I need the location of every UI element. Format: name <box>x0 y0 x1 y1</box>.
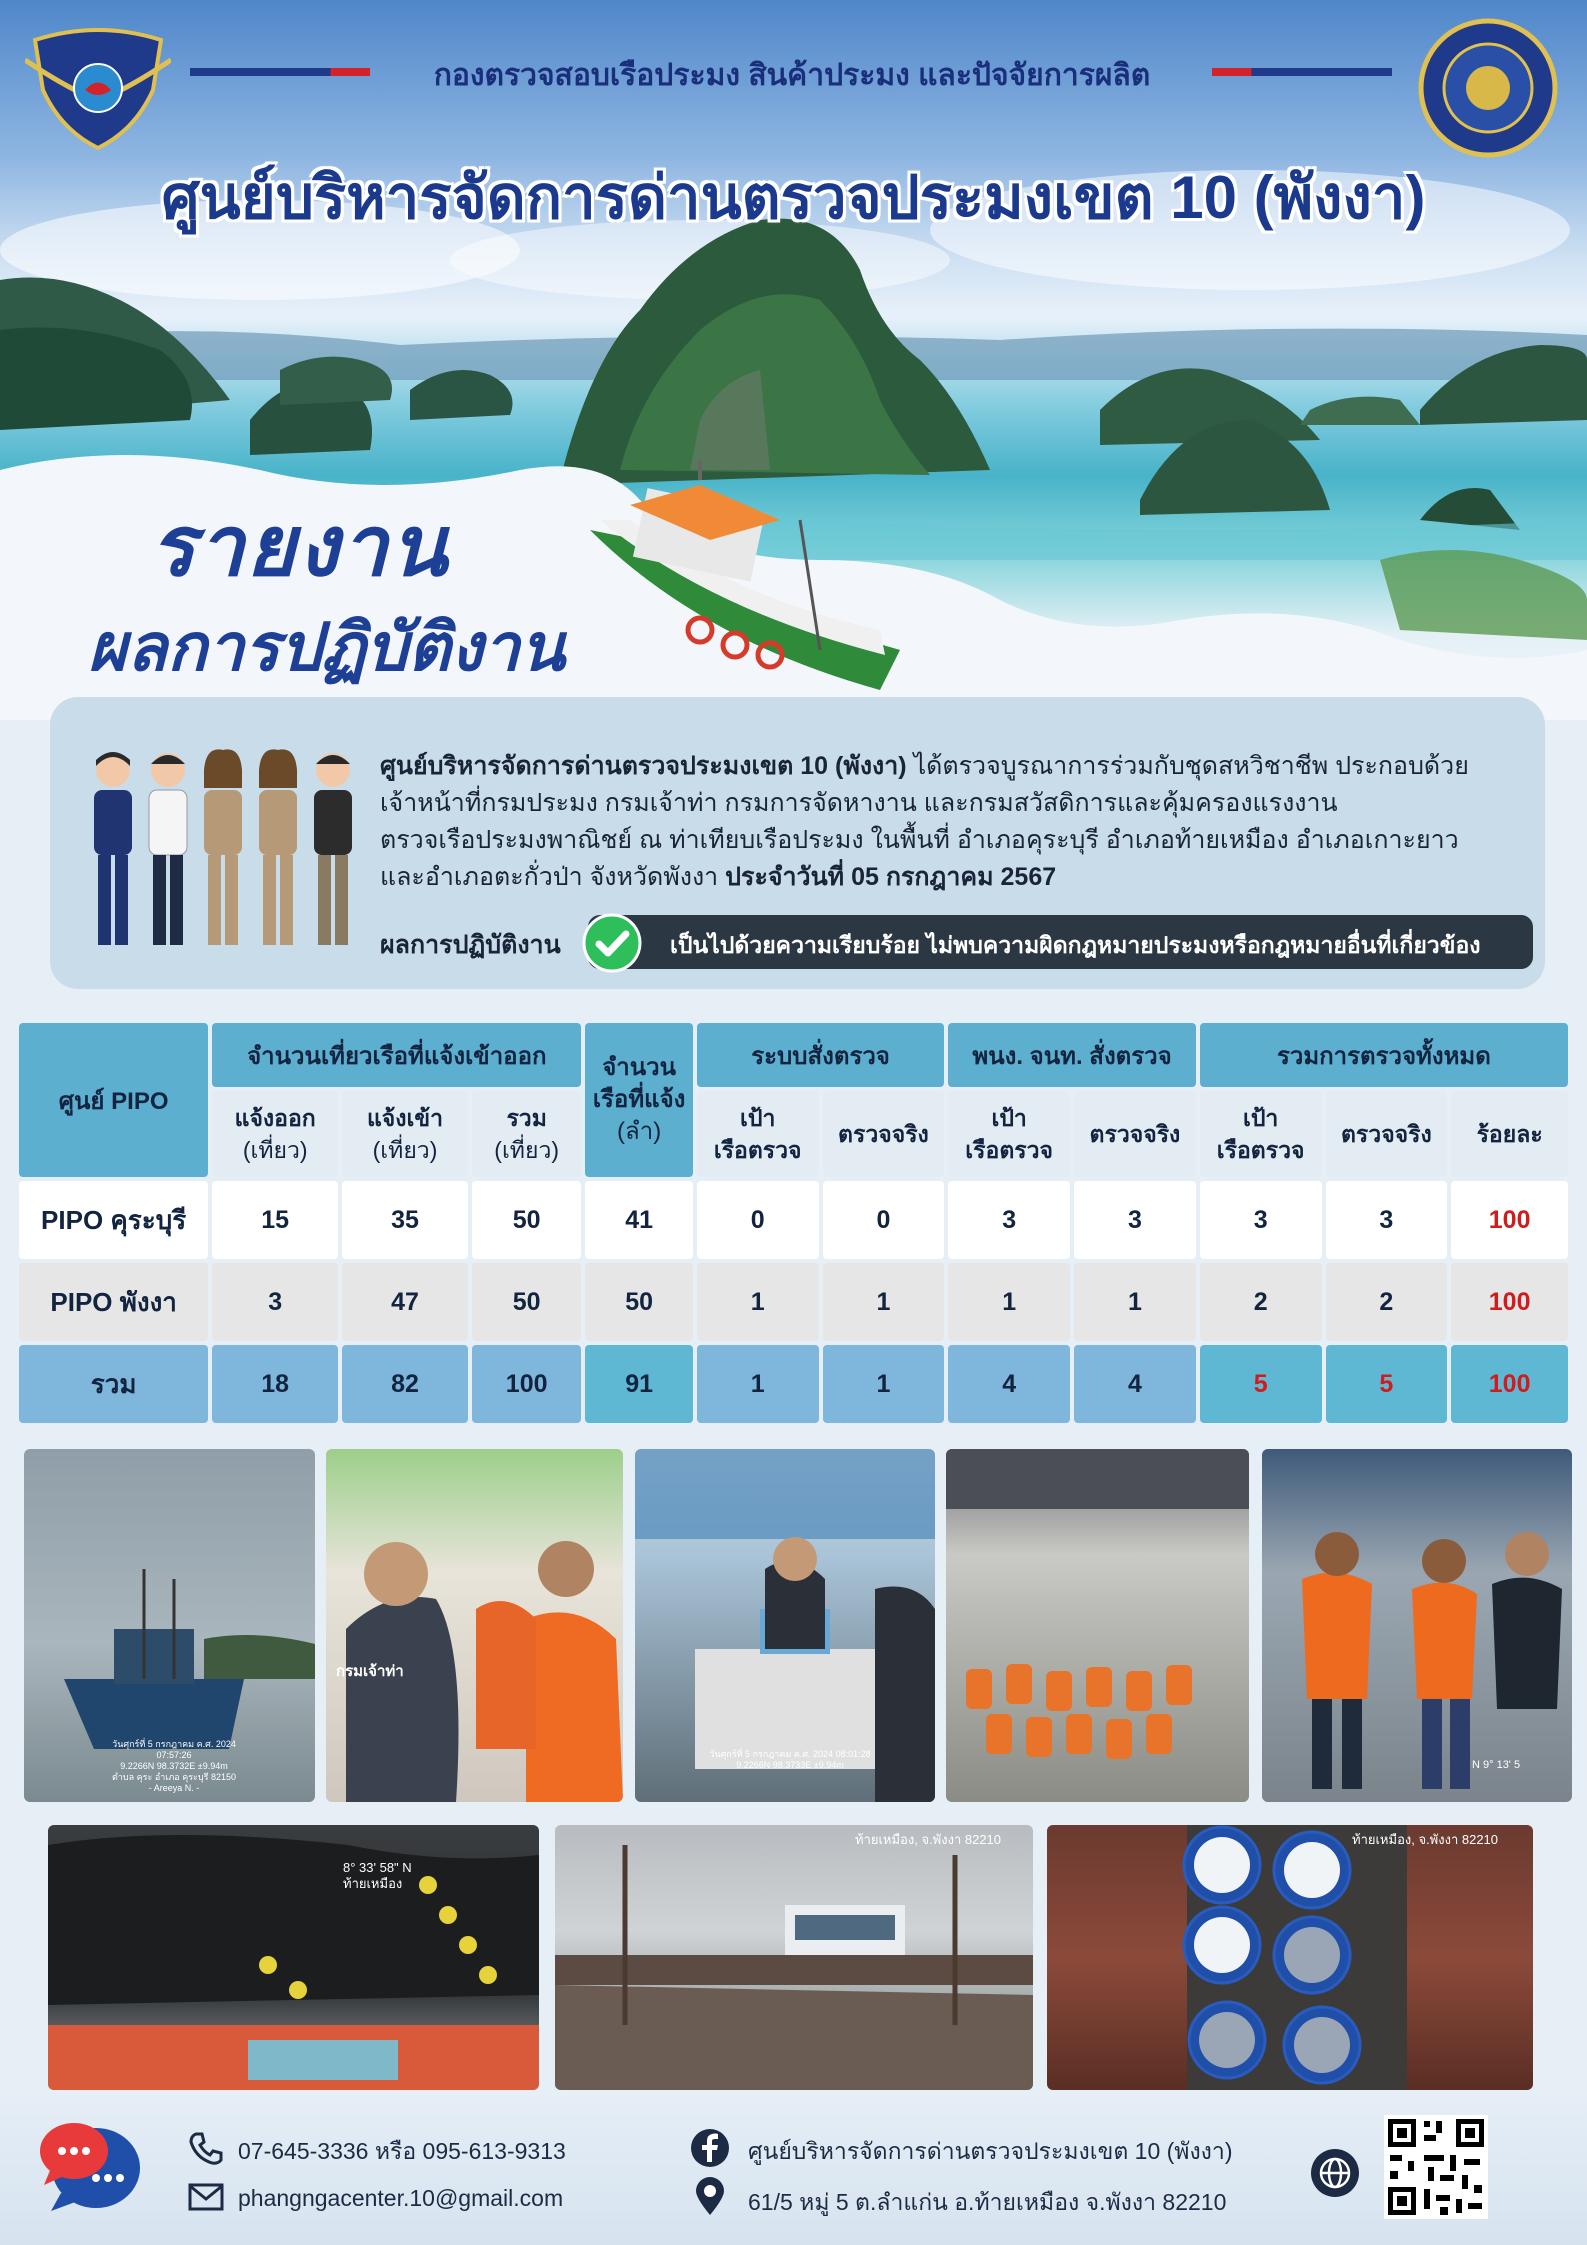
photo-document-check <box>635 1449 935 1802</box>
cell-boats: 91 <box>585 1345 692 1423</box>
subheader-total-actual: ตรวจจริง <box>1326 1091 1448 1177</box>
cell-boats: 50 <box>585 1263 692 1341</box>
cell-out: 3 <box>212 1263 338 1341</box>
row-name: PIPO คุระบุรี <box>19 1181 208 1259</box>
staff-figures-illustration <box>88 748 358 958</box>
subheader-system-actual: ตรวจจริง <box>823 1091 945 1177</box>
cell-total-target: 3 <box>1200 1181 1322 1259</box>
cell-total-actual: 5 <box>1326 1345 1448 1423</box>
qr-code-icon[interactable] <box>1384 2115 1488 2219</box>
cell-system-actual: 1 <box>823 1345 945 1423</box>
inspection-stats-table <box>15 1019 1572 1427</box>
subheader-percent: ร้อยละ <box>1451 1091 1568 1177</box>
phone-number[interactable]: 07-645-3336 หรือ 095-613-9313 <box>238 2138 566 2164</box>
photo-stamp: - Areeya N. - <box>148 1783 200 1793</box>
photo-stamp: ตำบล คุระ อำเภอ คุระบุรี 82150 <box>112 1772 236 1782</box>
header-system: ระบบสั่งตรวจ <box>697 1023 944 1087</box>
summary-line-4: และอำเภอตะกั่วป่า จังหวัดพังงา <box>380 863 726 891</box>
check-icon <box>582 913 642 973</box>
email-address[interactable]: phangngacenter.10@gmail.com <box>238 2185 564 2211</box>
cell-in: 82 <box>342 1345 468 1423</box>
cell-system-actual: 1 <box>823 1263 945 1341</box>
summary-line-2: เจ้าหน้าที่กรมประมง กรมเจ้าท่า กรมการจัดหางาน และกรมสวัสดิการและคุ้มครองแรงงาน <box>380 789 1338 817</box>
chat-icon <box>36 2113 142 2213</box>
photo-stamp: N 9° 13' 5 <box>1472 1759 1521 1771</box>
cell-boats: 41 <box>585 1181 692 1259</box>
subheader-officer-target: เป้า เรือตรวจ <box>948 1091 1070 1177</box>
photo-boat-cabin <box>555 1825 1033 2090</box>
report-title: รายงาน <box>150 496 450 595</box>
facebook-page[interactable]: ศูนย์บริหารจัดการด่านตรวจประมงเขต 10 (พังงา) <box>748 2138 1233 2164</box>
result-label: ผลการปฏิบัติงาน <box>380 931 561 959</box>
cell-in: 47 <box>342 1263 468 1341</box>
header-center: ศูนย์ PIPO <box>19 1023 208 1177</box>
header-officer: พนง. จนท. สั่งตรวจ <box>948 1023 1195 1087</box>
photo-fishing-net <box>48 1825 539 2090</box>
header-total: รวมการตรวจทั้งหมด <box>1200 1023 1568 1087</box>
accent-line-left <box>190 68 370 76</box>
table-row <box>19 1181 1568 1259</box>
photo-crew-lineup <box>946 1449 1249 1802</box>
subheader-sum: รวม (เที่ยว) <box>472 1091 581 1177</box>
subheader-in: แจ้งเข้า (เที่ยว) <box>342 1091 468 1177</box>
summary-line-1: ได้ตรวจบูรณาการร่วมกับชุดสหวิชาชีพ ประกอบด้วย <box>906 752 1469 780</box>
agency-name: ศูนย์บริหารจัดการด่านตรวจประมงเขต 10 (พังงา) <box>380 752 907 780</box>
vest-label: กรมเจ้าท่า <box>336 1663 404 1680</box>
photo-stamp: 9.2266N 98.3732E ±9.94m <box>120 1761 228 1771</box>
cell-system-target: 1 <box>697 1263 819 1341</box>
header-trips: จำนวนเที่ยวเรือที่แจ้งเข้าออก <box>212 1023 581 1087</box>
result-text: เป็นไปด้วยความเรียบร้อย ไม่พบความผิดกฎหมายประมงหรือกฎหมายอื่นที่เกี่ยวข้อง <box>670 932 1481 958</box>
cell-percent: 100 <box>1451 1345 1568 1423</box>
mail-icon <box>188 2182 224 2212</box>
report-subtitle: ผลการปฏิบัติงาน <box>88 608 565 686</box>
cell-officer-actual: 3 <box>1074 1181 1196 1259</box>
report-date: ประจำวันที่ 05 กรกฎาคม 2567 <box>725 863 1057 891</box>
cell-total-target: 2 <box>1200 1263 1322 1341</box>
cell-system-target: 1 <box>697 1345 819 1423</box>
globe-icon[interactable] <box>1310 2148 1360 2198</box>
cell-officer-target: 4 <box>948 1345 1070 1423</box>
cell-out: 15 <box>212 1181 338 1259</box>
summary-text <box>380 748 1520 896</box>
subheader-system-target: เป้า เรือตรวจ <box>697 1091 819 1177</box>
cell-out: 18 <box>212 1345 338 1423</box>
photo-stamp: ท้ายเหมือง, จ.พังงา 82210 <box>1352 1832 1499 1847</box>
table-total-row <box>19 1345 1568 1423</box>
cell-percent: 100 <box>1451 1181 1568 1259</box>
row-name: PIPO พังงา <box>19 1263 208 1341</box>
fishery-inspection-logo <box>25 20 171 150</box>
cell-officer-target: 1 <box>948 1263 1070 1341</box>
page-title: ศูนย์บริหารจัดการด่านตรวจประมงเขต 10 (พังงา) <box>161 164 1426 231</box>
photo-fishing-boat <box>24 1449 315 1802</box>
address: 61/5 หมู่ 5 ต.ลำแก่น อ.ท้ายเหมือง จ.พังงา 82210 <box>748 2189 1227 2215</box>
phone-icon <box>188 2130 224 2166</box>
photo-stamp: วันศุกร์ที่ 5 กรกฎาคม ค.ศ. 2024 08:01:28 <box>709 1749 871 1759</box>
subheader-total-target: เป้า เรือตรวจ <box>1200 1091 1322 1177</box>
cell-system-target: 0 <box>697 1181 819 1259</box>
photo-fish-catch <box>1047 1825 1533 2090</box>
subheader-out: แจ้งออก (เที่ยว) <box>212 1091 338 1177</box>
accent-line-right <box>1212 68 1392 76</box>
cell-total-actual: 3 <box>1326 1181 1448 1259</box>
table-row <box>19 1263 1568 1341</box>
photo-stamp: วันศุกร์ที่ 5 กรกฎาคม ค.ศ. 2024 07:57:26 <box>112 1739 236 1760</box>
cell-in: 35 <box>342 1181 468 1259</box>
cell-sum: 100 <box>472 1345 581 1423</box>
cell-sum: 50 <box>472 1263 581 1341</box>
photo-stamp: 8° 33' 58" N <box>343 1860 412 1875</box>
department-of-fisheries-seal <box>1418 18 1558 158</box>
photo-marine-officer <box>326 1449 623 1802</box>
division-title: กองตรวจสอบเรือประมง สินค้าประมง และปัจจัยการผลิต <box>433 59 1151 92</box>
photo-crew-interview <box>1262 1449 1572 1802</box>
photo-stamp: ท้ายเหมือง <box>343 1876 403 1891</box>
subheader-officer-actual: ตรวจจริง <box>1074 1091 1196 1177</box>
cell-percent: 100 <box>1451 1263 1568 1341</box>
location-icon <box>694 2176 726 2216</box>
cell-system-actual: 0 <box>823 1181 945 1259</box>
facebook-icon <box>690 2128 730 2168</box>
photo-stamp: ท้ายเหมือง, จ.พังงา 82210 <box>855 1832 1002 1847</box>
summary-line-3: ตรวจเรือประมงพาณิชย์ ณ ท่าเทียบเรือประมง ในพื้นที่ อำเภอคุระบุรี อำเภอท้ายเหมือง อำเภอเกาะยาว <box>380 826 1459 854</box>
header-boats: จำนวน เรือที่แจ้ง (ลำ) <box>585 1023 692 1177</box>
cell-total-target: 5 <box>1200 1345 1322 1423</box>
cell-total-actual: 2 <box>1326 1263 1448 1341</box>
cell-officer-target: 3 <box>948 1181 1070 1259</box>
photo-stamp: 9.2266N 98.3733E ±9.94m <box>736 1760 844 1770</box>
row-name: รวม <box>19 1345 208 1423</box>
cell-officer-actual: 1 <box>1074 1263 1196 1341</box>
cell-officer-actual: 4 <box>1074 1345 1196 1423</box>
cell-sum: 50 <box>472 1181 581 1259</box>
